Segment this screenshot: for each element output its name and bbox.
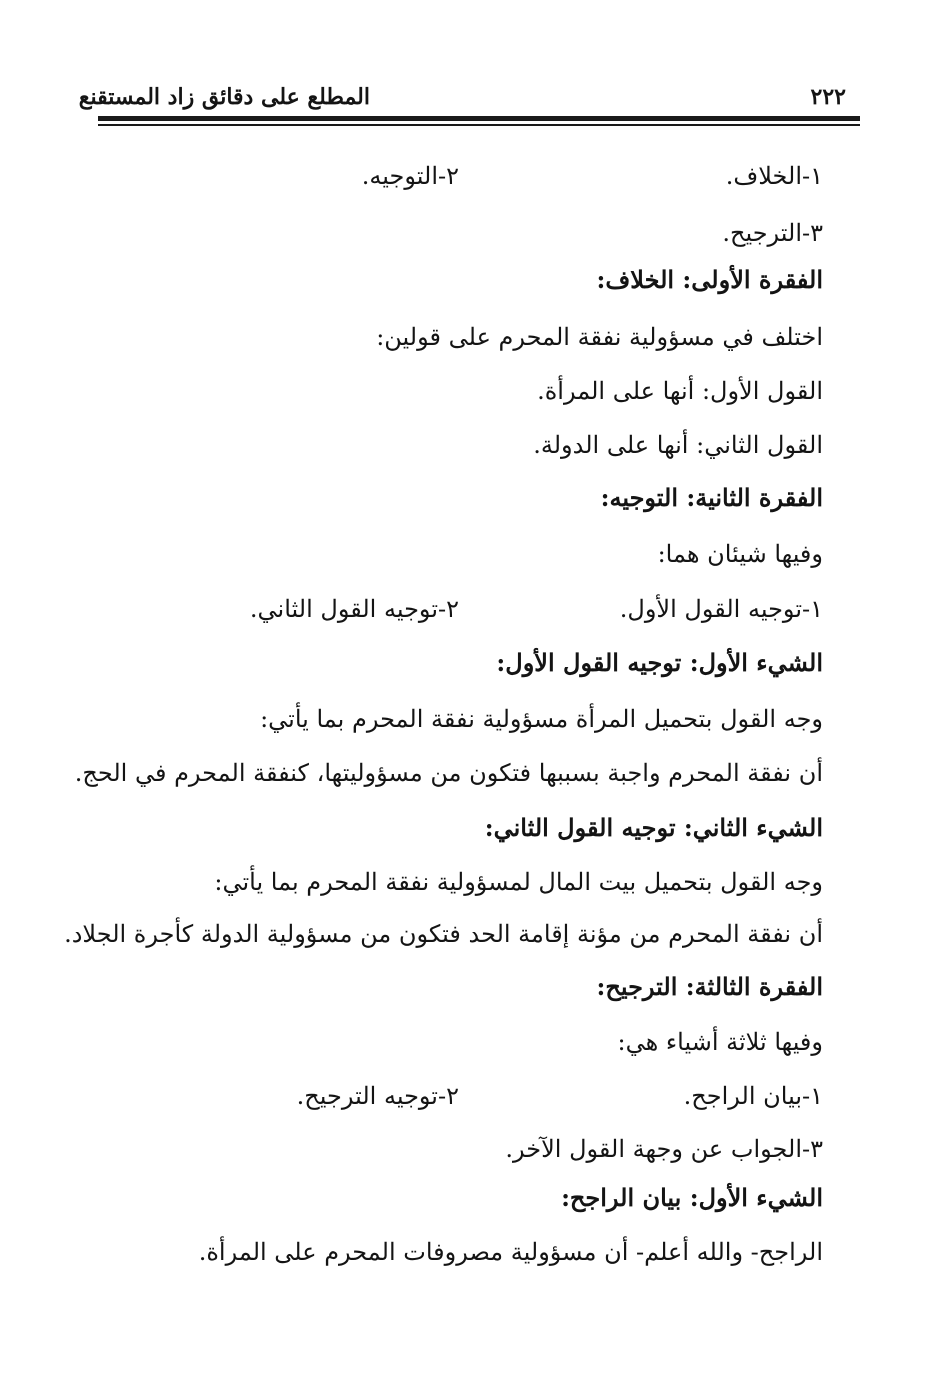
page-header [78,78,860,116]
subsection-heading: الشيء الأول: توجيه القول الأول: [496,648,823,677]
paragraph: القول الأول: أنها على المرأة. [537,377,823,405]
paragraph: وفيها ثلاثة أشياء هي: [617,1028,823,1056]
header-rule-thin [98,124,860,126]
paragraph: اختلف في مسؤولية نفقة المحرم على قولين: [376,323,823,351]
subsection-heading: الشيء الثاني: توجيه القول الثاني: [484,813,823,842]
paragraph: أن نفقة المحرم من مؤنة إقامة الحد فتكون من مسؤولية الدولة كأجرة الجلاد. [64,920,823,948]
paragraph: القول الثاني: أنها على الدولة. [533,431,823,459]
list-item-1: ١-الخلاف. [725,162,823,190]
paragraph: أن نفقة المحرم واجبة بسببها فتكون من مسؤوليتها، كنفقة المحرم في الحج. [74,759,823,787]
section-heading-3: الفقرة الثالثة: الترجيح: [596,972,823,1001]
list-item: ١-بيان الراجح. [683,1082,823,1110]
subsection-heading: الشيء الأول: بيان الراجح: [561,1183,823,1212]
paragraph: وجه القول بتحميل بيت المال لمسؤولية نفقة المحرم بما يأتي: [214,868,823,896]
section-heading-1: الفقرة الأولى: الخلاف: [596,265,823,294]
list-item: ٢-توجيه الترجيح. [296,1082,459,1110]
list-item-3: ٣-الترجيح. [722,219,823,247]
list-item: ١-توجيه القول الأول. [619,595,823,623]
list-item: ٣-الجواب عن وجهة القول الآخر. [505,1135,823,1163]
paragraph: وجه القول بتحميل المرأة مسؤولية نفقة المحرم بما يأتي: [260,705,823,733]
list-item-2: ٢-التوجيه. [361,162,459,190]
page-number: ٢٢٢ [810,84,846,110]
header-rule-thick [98,116,860,121]
list-item: ٢-توجيه القول الثاني. [249,595,459,623]
section-heading-2: الفقرة الثانية: التوجيه: [600,483,823,512]
paragraph: الراجح- والله أعلم- أن مسؤولية مصروفات المحرم على المرأة. [198,1238,823,1266]
book-title: المطلع على دقائق زاد المستقنع [78,84,370,110]
paragraph: وفيها شيئان هما: [657,540,823,568]
